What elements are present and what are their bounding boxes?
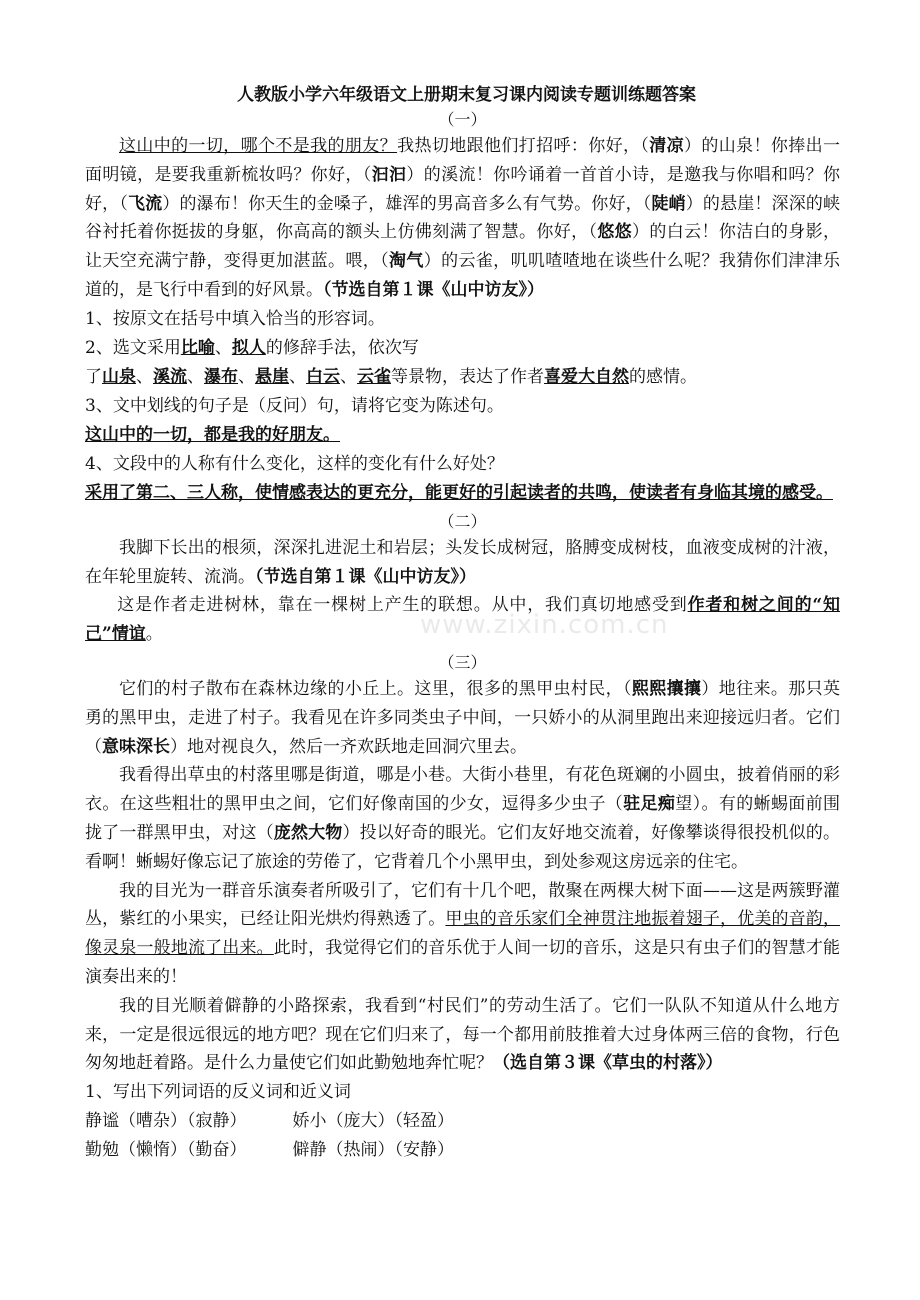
- question-2: [85, 334, 840, 363]
- answer-word: 悬崖: [255, 366, 289, 387]
- section-3-passage-4: [85, 992, 840, 1078]
- separator: 、: [214, 337, 232, 358]
- answer-2: 了山泉、溪流、瀑布、悬崖、白云、云雀等景物，表达了作者喜爱大自然的感情。: [85, 366, 697, 387]
- source-citation: （节选自第１课《山中访友》）: [255, 566, 476, 587]
- answer-text: 这是作者走进树林，靠在一棵树上产生的联想。从中，我们真切地感受到: [117, 595, 688, 616]
- answer-word: 熙熙攘攘: [631, 678, 702, 699]
- section-3-passage-2: [85, 761, 840, 876]
- answer-4: 采用了第二、三人称，使情感表达的更充分，能更好的引起读者的共鸣，使读者有身临其境的感受。: [85, 482, 833, 503]
- question-4: 4、文段中的人称有什么变化，这样的变化有什么好处？: [85, 453, 504, 474]
- answer-word: 作者和树之间的“知己”情谊: [85, 595, 841, 645]
- answer-word: 溪流: [153, 366, 187, 387]
- passage-text: 我的目光顺着僻静的小路探索，我看到“村民们”的劳动生活了。它们一队队不知道从什么地方来，一定是很远很远的地方吧？现在它们归来了，每一个都用前肢推着大过身体两三倍的食物，行色匆匆地赶着路。是什么力量使它们如此勤勉地奔忙呢？: [85, 995, 840, 1074]
- answer-word: 意味深长: [102, 736, 170, 757]
- word-pairs-row-1: [85, 1107, 840, 1136]
- underlined-sentence: 甲虫的音乐家们全神贯注地振着翅子，优美的音韵，像灵泉一般地流了出来。: [85, 909, 841, 959]
- passage-text: 此时，我觉得它们的音乐优于人间一切的音乐，这是只有虫子们的智慧才能演奏出来的！: [85, 938, 841, 987]
- section-3-heading: （三）: [438, 652, 487, 672]
- section-2-heading: （二）: [438, 511, 487, 531]
- section-3-passage-1: [85, 675, 840, 761]
- answer-word: 陡峭: [651, 193, 686, 214]
- answer-word: 清凉: [649, 136, 684, 156]
- word-pair: 静谧（嘈杂）（寂静）: [85, 1111, 247, 1132]
- passage-text: ）地往来。那只英勇的黑甲虫，走进了村子。我看见在许多同类虫子中间，一只娇小的从洞里跑出来迎接远归者。它们（: [85, 678, 841, 757]
- passage-text: 我脚下长出的根须，深深扎进泥土和岩层；头发长成树冠，胳膊变成树枝，血液变成树的汁液，在年轮里旋转、流淌。: [85, 537, 840, 587]
- answer-text: 等景物，表达了作者: [391, 366, 544, 387]
- answer-word: 山泉: [102, 366, 136, 387]
- section-1-passage: [85, 132, 840, 305]
- answer-word: 驻足痴: [623, 794, 676, 815]
- answer-text: 了: [85, 366, 102, 387]
- answer-word: 悠悠: [597, 222, 633, 243]
- passage-text: ）的云雀，叽叽喳喳地在谈些什么呢？我猜你们津津乐道的，是飞行中看到的好风景。: [85, 251, 841, 300]
- passage-text: 它们的村子散布在森林边缘的小丘上。这里，很多的黑甲虫村民，（: [119, 678, 632, 699]
- passage-text: ）的悬崖！深深的峡谷衬托着你挺拔的身躯，你高高的额头上仿佛刻满了智慧。你好，（: [85, 193, 841, 243]
- question-text: 的修辞手法，依次写: [265, 337, 419, 358]
- answer-text: 的感情。: [629, 366, 697, 387]
- word-pair: 勤勉（懒惰）（勤奋）: [85, 1140, 247, 1161]
- passage-text: ）的溪流！你吟诵着一首首小诗，是邀我与你唱和吗？你好，（: [85, 164, 841, 214]
- passage-text: 我的目光为一群音乐演奏者所吸引了，它们有十几个吧，散聚在两棵大树下面——这是两簇野灌丛，紫红的小果实，已经让阳光烘灼得熟透了。: [85, 880, 840, 930]
- answer-word: 淘气: [389, 251, 424, 272]
- answer-3: 这山中的一切，都是我的好朋友。: [85, 424, 340, 445]
- answer-word: 云雀: [357, 366, 391, 387]
- word-pair: 娇小（庞大）（轻盈）: [292, 1111, 454, 1132]
- section-3-passage-3: [85, 877, 840, 992]
- question-1: 1、按原文在括号中填入恰当的形容词。: [85, 308, 385, 329]
- answer-word: 拟人: [231, 337, 266, 358]
- question-text: 2、选文采用: [85, 337, 181, 358]
- passage-text: ）的白云！你洁白的身影，让天空充满宁静，变得更加湛蓝。喂，（: [85, 222, 841, 272]
- passage-text: ）的瀑布！你天生的金嗓子，雄浑的男高音多么有气势。你好，（: [162, 193, 652, 214]
- answer-word: 庞然大物: [273, 822, 343, 843]
- word-pair: 僻静（热闹）（安静）: [292, 1140, 454, 1161]
- question-3: 3、文中划线的句子是（反问）句，请将它变为陈述句。: [85, 395, 504, 416]
- passage-text: 我看得出草虫的村落里哪是街道，哪是小巷。大街小巷里，有花色斑斓的小圆虫，披着俏丽的彩衣。在这些粗壮的黑甲虫之间，它们好像南国的少女，逗得多少虫子（: [85, 765, 840, 815]
- answer-word: 喜爱大自然: [544, 366, 629, 387]
- section-1-heading: （一）: [438, 110, 487, 129]
- passage-text: ）投以好奇的眼光。它们友好地交流着，好像攀谈得很投机似的。看啊！蜥蜴好像忘记了旅途的劳倦了，它背着几个小黑甲虫，到处参观这房远亲的住宅。: [85, 822, 841, 872]
- passage-text: 我热切地跟他们打招呼：你好，（: [397, 136, 650, 156]
- answer-word: 汩汩: [371, 164, 407, 185]
- answer-word: 飞流: [127, 193, 163, 214]
- answer-text: 。: [145, 624, 163, 645]
- rhetorical-question: 这山中的一切，哪个不是我的朋友？: [119, 136, 398, 156]
- document-page: [85, 82, 840, 1165]
- answer-word: 白云: [306, 366, 340, 387]
- source-citation: （选自第３课《草虫的村落》）: [493, 1053, 723, 1074]
- section-3-question-1: 1、写出下列词语的反义词和近义词: [85, 1082, 351, 1103]
- document-title: 人教版小学六年级语文上册期末复习课内阅读专题训练题答案: [237, 85, 696, 105]
- source-citation: （节选自第１课《山中访友》）: [323, 279, 544, 300]
- answer-word: 比喻: [180, 337, 215, 358]
- word-pairs-row-2: [85, 1136, 840, 1165]
- passage-text: ）的山泉！你捧出一面明镜，是要我重新梳妆吗？你好，（: [85, 136, 841, 185]
- passage-text: ）地对视良久，然后一齐欢跃地走回洞穴里去。: [170, 736, 527, 757]
- answer-word: 瀑布: [204, 366, 238, 387]
- section-2-passage: [85, 534, 840, 592]
- section-2-answer: [85, 591, 840, 649]
- passage-text: 望）。有的蜥蜴面前围拢了一群黑甲虫，对这（: [85, 794, 841, 843]
- watermark: www.zixin.com.cn: [420, 610, 669, 640]
